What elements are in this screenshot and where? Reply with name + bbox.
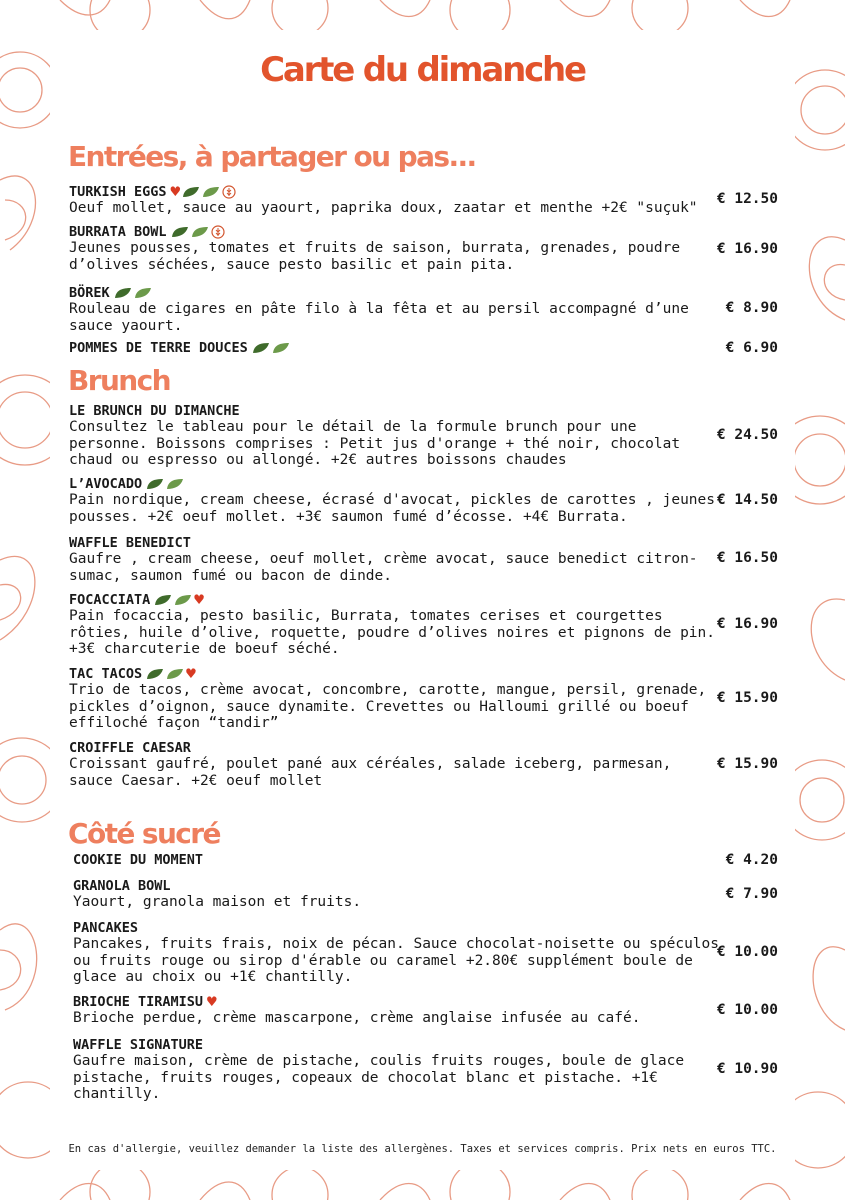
item-description: Pancakes, fruits frais, noix de pécan. Sauce chocolat-noisette ou spéculos ou fruits rouge ou sirop d'érable ou caramel +2.80€ supplément boule de glace au choix ou +1€ chantilly.	[73, 936, 720, 985]
item-price: € 14.50	[716, 492, 778, 508]
leaf-icon	[146, 668, 164, 680]
leaf-icon	[202, 186, 220, 198]
item-price: € 10.90	[716, 1061, 778, 1077]
leaf-icon	[252, 342, 270, 354]
heart-icon: ♥	[170, 182, 181, 201]
leaf-icon	[182, 186, 200, 198]
menu-title: Carte du dimanche	[260, 50, 585, 90]
item-description: Yaourt, granola maison et fruits.	[73, 894, 362, 910]
item-description: Gaufre maison, crème de pistache, coulis fruits rouges, boule de glace pistache, fruits rouges, copeaux de chocolat blanc et pistache. +1€ chantilly.	[73, 1053, 685, 1102]
menu-item-focacciata	[69, 592, 719, 658]
item-price: € 16.90	[716, 241, 778, 257]
item-description: Rouleau de cigares en pâte filo à la fêta et au persil accompagné d’une sauce yaourt.	[69, 301, 689, 334]
gluten-icon	[211, 225, 225, 239]
item-price: € 15.90	[716, 690, 778, 706]
item-name: WAFFLE SIGNATURE	[73, 1037, 204, 1053]
item-price: € 10.00	[716, 1002, 778, 1018]
item-description: Pain nordique, cream cheese, écrasé d'avocat, pickles de carottes , jeunes pousses. +2€ oeuf mollet. +3€ saumon fumé d’écosse. +4€ Burrata.	[69, 492, 716, 525]
item-name: LE BRUNCH DU DIMANCHE	[69, 403, 240, 419]
item-description: Pain focaccia, pesto basilic, Burrata, tomates cerises et courgettes rôties, huile d’olive, roquette, poudre d’olives noires et pignons de pin. +3€ charcuterie de boeuf séché.	[69, 608, 716, 657]
leaf-icon	[134, 287, 152, 299]
item-price: € 4.20	[725, 852, 778, 868]
item-name: POMMES DE TERRE DOUCES	[69, 340, 248, 356]
leaf-icon	[272, 342, 290, 354]
item-description: Brioche perdue, crème mascarpone, crème anglaise infusée au café.	[73, 1010, 641, 1026]
leaf-icon	[114, 287, 132, 299]
item-name: BÖREK	[69, 285, 110, 301]
menu-item-waffle-signature	[73, 1037, 723, 1103]
menu-item-pommes-de-terre	[69, 340, 719, 356]
menu-item-cookie	[73, 852, 723, 868]
section-title-cote-sucre: Côté sucré	[68, 817, 220, 850]
leaf-icon	[166, 478, 184, 490]
item-description: Oeuf mollet, sauce au yaourt, paprika doux, zaatar et menthe +2€ "suçuk"	[69, 200, 698, 216]
item-name: L’AVOCADO	[69, 476, 143, 492]
item-name: TAC TACOS	[69, 666, 143, 682]
item-description: Croissant gaufré, poulet pané aux céréales, salade iceberg, parmesan, sauce Caesar. +2€ oeuf mollet	[69, 756, 672, 789]
leaf-icon	[174, 594, 192, 606]
item-price: € 24.50	[716, 427, 778, 443]
item-name: PANCAKES	[73, 920, 139, 936]
item-description: Jeunes pousses, tomates et fruits de saison, burrata, grenades, poudre d’olives séchées, sauce pesto basilic et pain pita.	[69, 240, 681, 273]
item-price: € 15.90	[716, 756, 778, 772]
heart-icon: ♥	[207, 992, 217, 1011]
leaf-icon	[154, 594, 172, 606]
item-name: GRANOLA BOWL	[73, 878, 171, 894]
item-price: € 10.00	[716, 944, 778, 960]
menu-item-tac-tacos	[69, 666, 719, 732]
leaf-icon	[146, 478, 164, 490]
leaf-icon	[171, 226, 189, 238]
leaf-icon	[166, 668, 184, 680]
menu-item-waffle-benedict	[69, 535, 719, 584]
item-description: Trio de tacos, crème avocat, concombre, carotte, mangue, persil, grenade, pickles d’oignon, sauce dynamite. Crevettes ou Halloumi grillé ou boeuf effiloché façon “tandir”	[69, 682, 707, 731]
item-name: TURKISH EGGS	[69, 184, 167, 200]
item-name: WAFFLE BENEDICT	[69, 535, 191, 551]
leaf-icon	[191, 226, 209, 238]
menu-item-pancakes	[73, 920, 723, 986]
item-name: BURRATA BOWL	[69, 224, 167, 240]
menu-item-croiffle-caesar	[69, 740, 719, 789]
heart-icon: ♥	[186, 664, 196, 683]
menu-item-brioche-tiramisu	[73, 994, 723, 1027]
heart-icon: ♥	[194, 590, 204, 609]
menu-item-brunch-dimanche	[69, 403, 719, 469]
item-price: € 7.90	[725, 886, 778, 902]
section-title-entrees: Entrées, à partager ou pas...	[68, 140, 476, 173]
item-name: CROIFFLE CAESAR	[69, 740, 191, 756]
item-price: € 6.90	[725, 340, 778, 356]
item-price: € 16.90	[716, 616, 778, 632]
section-title-brunch: Brunch	[68, 364, 170, 397]
item-name: BRIOCHE TIRAMISU	[73, 994, 204, 1010]
allergen-footer: En cas d'allergie, veuillez demander la liste des allergènes. Taxes et services compris. Prix nets en euros TTC.	[68, 1143, 777, 1155]
item-description: Gaufre , cream cheese, oeuf mollet, crème avocat, sauce benedict citron-sumac, saumon fumé ou bacon de dinde.	[69, 551, 698, 584]
gluten-icon	[222, 185, 236, 199]
item-price: € 8.90	[725, 300, 778, 316]
item-description: Consultez le tableau pour le détail de la formule brunch pour une personne. Boissons comprises : Petit jus d'orange + thé noir, chocolat chaud ou espresso ou allongé. +2€ autres boissons chaudes	[69, 419, 681, 468]
menu-item-granola-bowl	[73, 878, 723, 911]
menu-item-avocado	[69, 476, 719, 525]
menu-item-turkish-eggs	[69, 184, 719, 217]
menu-item-burrata-bowl	[69, 224, 719, 273]
item-name: COOKIE DU MOMENT	[73, 852, 204, 868]
item-price: € 16.50	[716, 550, 778, 566]
item-name: FOCACCIATA	[69, 592, 151, 608]
item-price: € 12.50	[716, 191, 778, 207]
menu-item-borek	[69, 285, 719, 334]
